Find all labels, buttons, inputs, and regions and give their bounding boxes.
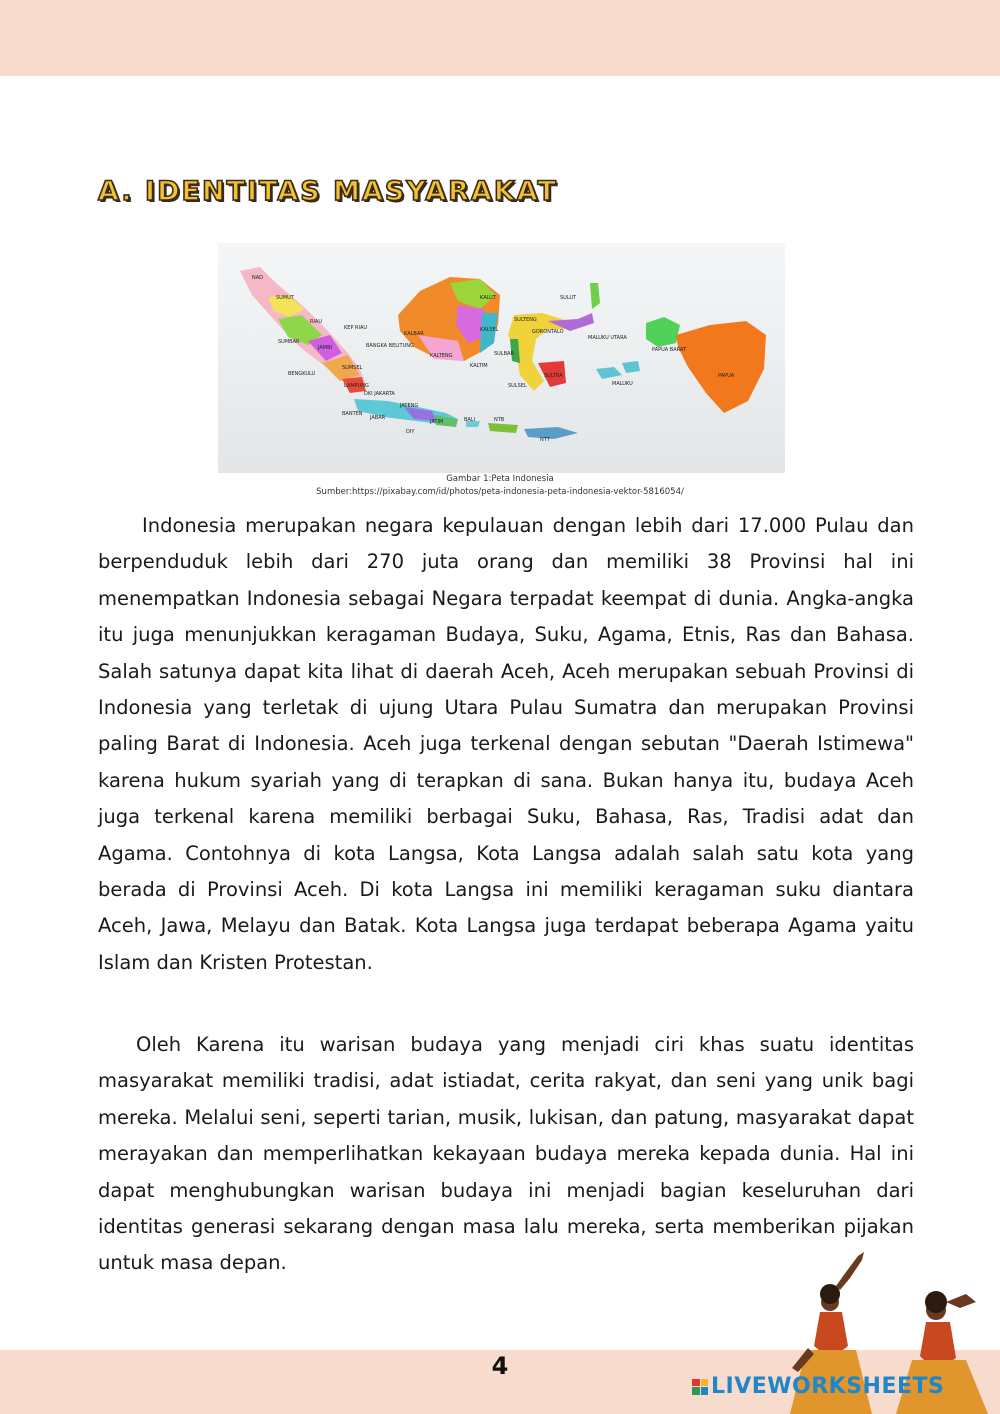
map-label-nad: NAD — [252, 275, 264, 281]
map-label-riau: RIAU — [310, 319, 323, 325]
page-number: 4 — [491, 1352, 509, 1380]
map-label-sumsel: SUMSEL — [342, 365, 363, 371]
indonesia-map-figure — [218, 243, 785, 473]
liveworksheets-brand — [692, 1374, 944, 1399]
map-label-jabar: JABAR — [370, 415, 386, 421]
liveworksheets-logo-icon — [692, 1379, 708, 1395]
map-label-sumut: SUMUT — [276, 295, 294, 301]
map-label-bengkulu: BENGKULU — [288, 371, 316, 377]
paragraph-2: Oleh Karena itu warisan budaya yang menjadi ciri khas suatu identitas masyarakat memiliki tradisi, adat istiadat, cerita rakyat, dan seni yang unik bagi mereka. Melalui seni, seperti tarian, musik, lukisan, dan patung, masyarakat dapat merayakan dan memperlihatkan kekayaan budaya mereka kepada dunia. Hal ini dapat menghubungkan warisan budaya ini menjadi bagian keseluruhan dari identitas generasi sekarang dengan masa lalu mereka, serta memberikan pijakan untuk masa depan. — [98, 1033, 914, 1275]
map-label-sulsel: SULSEL — [508, 383, 527, 389]
map-label-sulbar: SULBAR — [494, 351, 514, 357]
map-label-sulut: SULUT — [560, 295, 577, 301]
paragraph-1: Indonesia merupakan negara kepulauan dengan lebih dari 17.000 Pulau dan berpenduduk lebih dari 270 juta orang dan memiliki 38 Provinsi hal ini menempatkan Indonesia sebagai Negara terpadat keempat di dunia. Angka-angka itu juga menunjukkan keragaman Budaya, Suku, Agama, Etnis, Ras dan Bahasa. Salah satunya dapat kita lihat di daerah Aceh, Aceh merupakan sebuah Provinsi di Indonesia yang terletak di ujung Utara Pulau Sumatra dan merupakan Provinsi paling Barat di Indonesia. Aceh juga terkenal dengan sebutan "Daerah Istimewa" karena hukum syariah yang di terapkan di sana. Bukan hanya itu, budaya Aceh juga terkenal karena memiliki berbagai Suku, Bahasa, Ras, Tradisi adat dan Agama. Contohnya di kota Langsa, Kota Langsa adalah salah satu kota yang berada di Provinsi Aceh. Di kota Langsa ini memiliki keragaman suku diantara Aceh, Jawa, Melayu dan Batak. Kota Langsa juga terdapat beberapa Agama yaitu Islam dan Kristen Protestan. — [98, 514, 914, 974]
map-label-papua-barat: PAPUA BARAT — [652, 347, 687, 353]
map-label-ntt: NTT — [540, 437, 550, 443]
map-label-kalbar: KALBAR — [404, 331, 424, 337]
map-label-bali: BALI — [464, 417, 476, 423]
map-label-diy: DIY — [406, 429, 415, 435]
figure-source: Sumber:https://pixabay.com/id/photos/peta-indonesia-peta-indonesia-vektor-5816054/ — [316, 487, 684, 497]
map-label-kaltim: KALTIM — [470, 363, 488, 369]
map-label-sulteng: SULTENG — [514, 317, 537, 323]
brand-name: LIVEWORKSHEETS — [711, 1374, 945, 1399]
section-title: A. IDENTITAS MASYARAKAT — [98, 176, 558, 207]
map-label-banten: BANTEN — [342, 411, 363, 417]
map-label-sultra: SULTRA — [544, 373, 563, 379]
map-label-dki-jakarta: DKI JAKARTA — [364, 391, 395, 397]
map-label-kalteng: KALTENG — [430, 353, 453, 359]
figure-caption: Gambar 1:Peta Indonesia — [446, 474, 554, 484]
top-decorative-band — [0, 0, 1000, 76]
indonesia-map-image — [218, 243, 785, 473]
map-label-bangka-belitung: BANGKA BELITUNG — [366, 343, 414, 349]
map-label-ntb: NTB — [494, 417, 505, 423]
map-label-kalsel: KALSEL — [480, 327, 499, 333]
map-label-jatim: JATIM — [430, 419, 444, 425]
map-label-gorontalo: GORONTALO — [532, 329, 564, 335]
map-label-jambi: JAMBI — [318, 345, 333, 351]
map-label-maluku-utara: MALUKU UTARA — [588, 335, 627, 341]
map-label-papua: PAPUA — [718, 373, 735, 379]
map-label-lampung: LAMPUNG — [344, 383, 369, 389]
map-label-sumbar: SUMBAR — [278, 339, 300, 345]
map-label-jateng: JATENG — [400, 403, 419, 409]
map-label-kep-riau: KEP RIAU — [344, 325, 368, 331]
map-label-maluku: MALUKU — [612, 381, 633, 387]
map-label-kalut: KALUT — [480, 295, 496, 301]
